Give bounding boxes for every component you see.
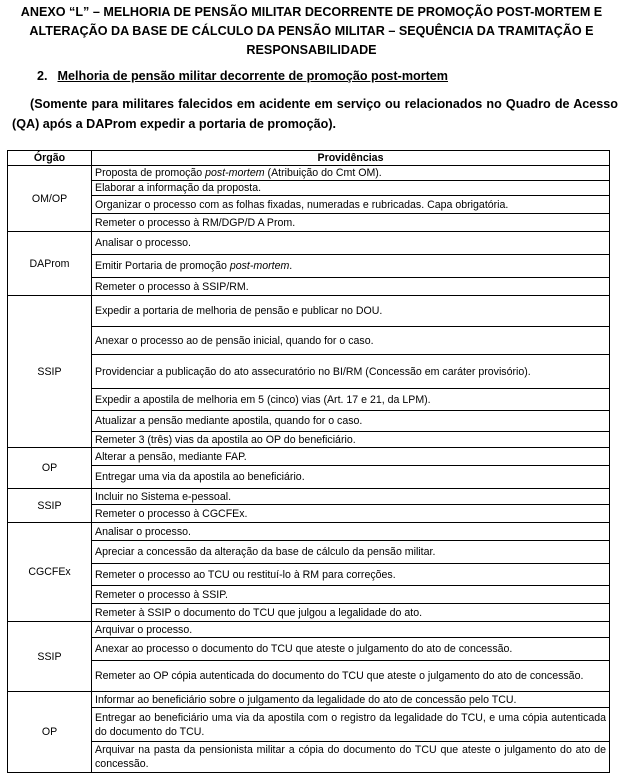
action-cell — [92, 692, 610, 708]
table-row — [8, 278, 610, 296]
table-header-row — [8, 151, 610, 166]
action-cell — [92, 296, 610, 327]
section-title: Melhoria de pensão militar decorrente de promoção post-mortem — [57, 69, 449, 83]
title-line-2: ALTERAÇÃO DA BASE DE CÁLCULO DA PENSÃO MILITAR – SEQUÊNCIA DA TRAMITAÇÃO E — [29, 24, 594, 38]
action-text: Remeter o processo à SSIP/RM. — [95, 280, 249, 293]
organ-cell: DAProm — [8, 232, 92, 296]
action-cell — [92, 586, 610, 604]
section-heading — [37, 69, 448, 83]
action-text: Anexar ao processo o documento do TCU que ateste o julgamento do ato de concessão. — [95, 643, 513, 655]
action-text: Expedir a apostila de melhoria em 5 (cinco) vias (Art. 17 e 21, da LPM). — [95, 393, 431, 406]
action-italic-term: post-mortem — [229, 260, 290, 272]
table-row — [8, 586, 610, 604]
table-row — [8, 166, 610, 181]
table-row — [8, 232, 610, 255]
action-cell — [92, 448, 610, 466]
action-cell — [92, 181, 610, 196]
action-cell — [92, 638, 610, 661]
action-cell — [92, 661, 610, 692]
organ-cell: OP — [8, 692, 92, 773]
action-text: Remeter o processo à CGCFEx. — [95, 507, 248, 520]
action-text: Anexar o processo ao de pensão inicial, quando for o caso. — [95, 334, 374, 347]
action-text: Remeter o processo ao TCU ou restituí-lo à RM para correções. — [95, 568, 396, 581]
action-text: Elaborar a informação da proposta. — [95, 182, 262, 194]
organ-cell: SSIP — [8, 489, 92, 523]
action-cell — [92, 355, 610, 389]
action-text: Providenciar a publicação do ato assecuratório no BI/RM (Concessão em caráter provisório). — [95, 365, 531, 378]
action-cell — [92, 622, 610, 638]
action-cell — [92, 604, 610, 622]
action-text-suffix: . — [289, 260, 293, 272]
action-text: Proposta de promoção — [95, 167, 206, 179]
table-row — [8, 411, 610, 432]
table-row — [8, 489, 610, 505]
header-actions: Providências — [92, 151, 610, 166]
action-text: Organizar o processo com as folhas fixadas, numeradas e rubricadas. Capa obrigatória. — [95, 198, 509, 211]
action-cell — [92, 523, 610, 541]
action-cell — [92, 327, 610, 355]
procedure-table — [7, 150, 610, 773]
table-row — [8, 505, 610, 523]
action-text: Incluir no Sistema e-pessoal. — [95, 490, 232, 503]
action-text: Informar ao beneficiário sobre o julgamento da legalidade do ato de concessão pelo TCU. — [95, 693, 517, 706]
table-row — [8, 742, 610, 773]
table-row — [8, 389, 610, 411]
table-row — [8, 541, 610, 564]
organ-cell: SSIP — [8, 296, 92, 448]
table-row — [8, 296, 610, 327]
table-row — [8, 448, 610, 466]
section-number: 2. — [37, 69, 48, 83]
table-row — [8, 564, 610, 586]
action-cell — [92, 166, 610, 181]
table-body — [8, 166, 610, 773]
action-text: Expedir a portaria de melhoria de pensão e publicar no DOU. — [95, 305, 383, 317]
action-cell — [92, 278, 610, 296]
action-text: Emitir Portaria de promoção — [95, 260, 230, 272]
action-cell — [92, 489, 610, 505]
table-row — [8, 214, 610, 232]
table-row — [8, 692, 610, 708]
action-text: Atualizar a pensão mediante apostila, quando for o caso. — [95, 415, 363, 427]
action-cell — [92, 742, 610, 773]
header-organ: Órgão — [8, 151, 92, 166]
action-text: Remeter o processo à RM/DGP/D A Prom. — [95, 216, 296, 229]
action-text: Remeter à SSIP o documento do TCU que julgou a legalidade do ato. — [95, 606, 423, 619]
table-row — [8, 466, 610, 489]
action-text: Arquivar na pasta da pensionista militar a cópia do documento do TCU que ateste o julgamento do ato de concessão. — [95, 744, 606, 770]
action-text: Analisar o processo. — [95, 525, 191, 538]
table-row — [8, 523, 610, 541]
table-row — [8, 708, 610, 742]
action-text: Apreciar a concessão da alteração da base de cálculo da pensão militar. — [95, 546, 436, 558]
title-line-3: RESPONSABILIDADE — [246, 43, 377, 57]
title-line-1: ANEXO “L” – MELHORIA DE PENSÃO MILITAR DECORRENTE DE PROMOÇÃO POST-MORTEM E — [20, 5, 603, 19]
organ-cell: OM/OP — [8, 166, 92, 232]
table-row — [8, 638, 610, 661]
action-cell — [92, 708, 610, 742]
action-text: Entregar uma via da apostila ao beneficiário. — [95, 471, 305, 483]
table-row — [8, 327, 610, 355]
action-italic-term: post-mortem — [205, 167, 265, 179]
table-row — [8, 255, 610, 278]
action-text: Analisar o processo. — [95, 237, 191, 249]
action-cell — [92, 432, 610, 448]
action-cell — [92, 411, 610, 432]
organ-cell: SSIP — [8, 622, 92, 692]
section-note: (Somente para militares falecidos em acidente em serviço ou relacionados no Quadro de Acesso (QA) após a DAProm expedir a portaria de promoção). — [12, 97, 618, 131]
table-row — [8, 604, 610, 622]
action-cell — [92, 466, 610, 489]
table-row — [8, 355, 610, 389]
table-row — [8, 432, 610, 448]
table-row — [8, 181, 610, 196]
action-cell — [92, 232, 610, 255]
organ-cell: CGCFEx — [8, 523, 92, 622]
action-cell — [92, 255, 610, 278]
action-text: Remeter 3 (três) vias da apostila ao OP do beneficiário. — [95, 433, 356, 446]
action-cell — [92, 196, 610, 214]
action-text: Remeter o processo à SSIP. — [95, 588, 228, 601]
action-cell — [92, 505, 610, 523]
action-cell — [92, 564, 610, 586]
action-cell — [92, 541, 610, 564]
action-text: Remeter ao OP cópia autenticada do documento do TCU que ateste o julgamento do ato de concessão. — [95, 670, 584, 682]
action-text-suffix: (Atribuição do Cmt OM). — [264, 167, 382, 179]
action-text: Arquivar o processo. — [95, 623, 193, 636]
annex-title — [0, 3, 623, 60]
organ-cell: OP — [8, 448, 92, 489]
table-row — [8, 622, 610, 638]
action-cell — [92, 389, 610, 411]
table-row — [8, 196, 610, 214]
action-cell — [92, 214, 610, 232]
table-row — [8, 661, 610, 692]
action-text: Entregar ao beneficiário uma via da apostila com o registro da legalidade do TCU, e uma cópia autenticada do documento do TCU. — [95, 711, 606, 738]
action-text: Alterar a pensão, mediante FAP. — [95, 450, 247, 463]
